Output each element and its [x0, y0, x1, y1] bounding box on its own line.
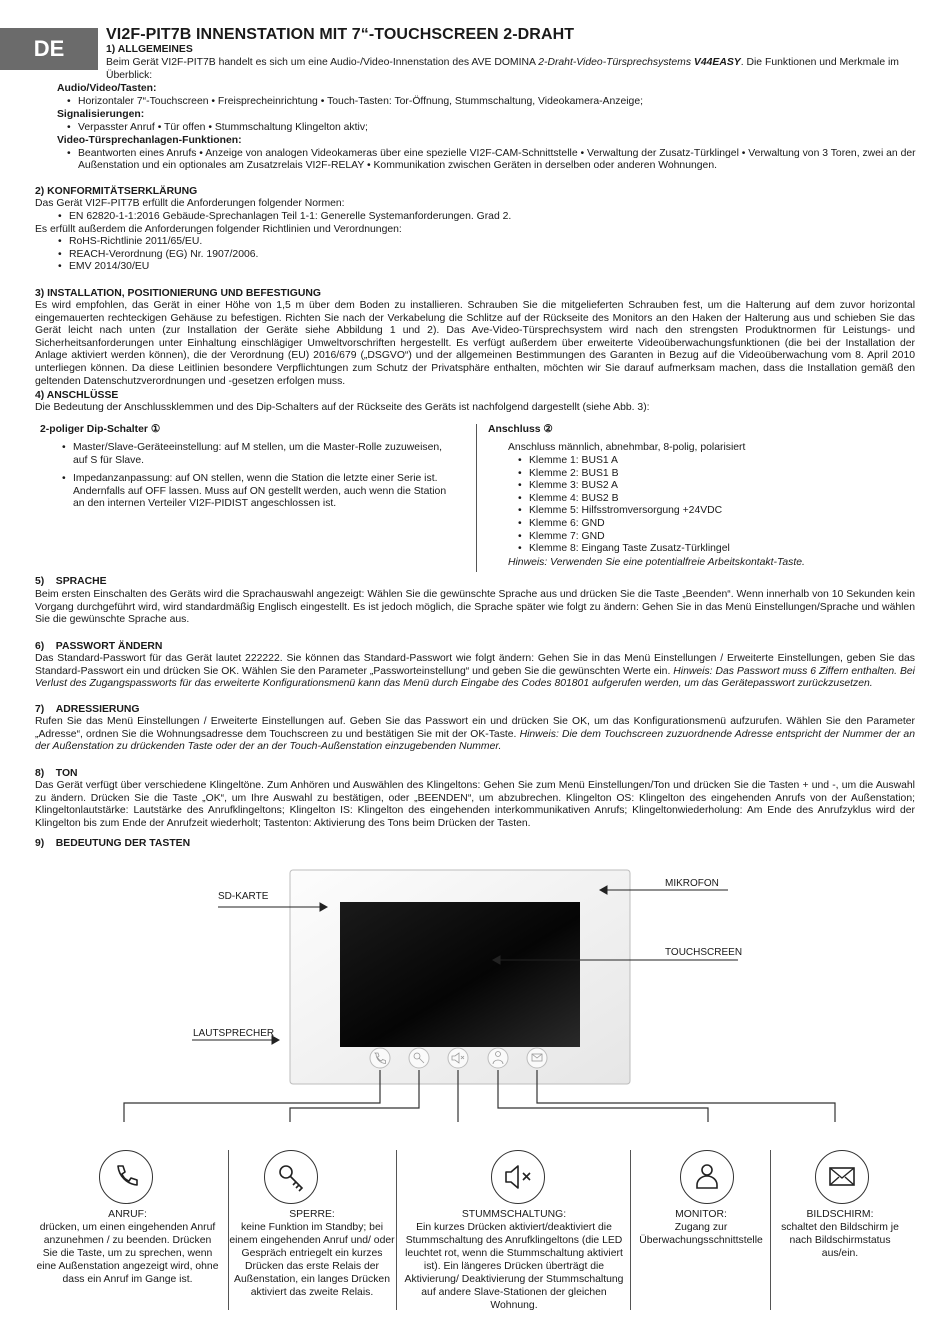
section-1-heading: 1) ALLGEMEINES [106, 44, 193, 55]
label-mikrofon: MIKROFON [665, 878, 719, 889]
document-title: VI2F-PIT7B INNENSTATION MIT 7“-TOUCHSCREEN 2-DRAHT [106, 26, 575, 43]
list-item: • Klemme 2: BUS1 B [515, 468, 915, 481]
list-item: • Klemme 8: Eingang Taste Zusatz-Türklingel [515, 543, 915, 556]
connector-line: Anschluss männlich, abnehmbar, 8-polig, polarisiert [508, 442, 746, 453]
connector-pin-list [515, 455, 915, 556]
list-item: • RoHS-Richtlinie 2011/65/EU. [55, 236, 915, 249]
section-5-text: Beim ersten Einschalten des Geräts wird die Sprachauswahl angezeigt: Wählen Sie die gewünschte Sprache aus und drücken Sie die Taste „Beenden“. Wenn innerhalb von 10 Sekunden kein Vorgang durchgeführt wird, wird standardmäßig Englisch eingestellt. Es ist jedoch möglich, die Sprache später wie folgt zu ändern: Gehen Sie in das Menü Einstellungen/Sprache und wählen Sie die gewünschte Sprache aus. [35, 589, 915, 626]
section-2-line-2: Es erfüllt außerdem die Anforderungen folgender Richtlinien und Verordnungen: [35, 224, 402, 235]
dip-switch-list [59, 442, 459, 511]
list-item: • Klemme 6: GND [515, 518, 915, 531]
section-3-text: Es wird empfohlen, das Gerät in einer Höhe von 1,5 m über dem Boden zu installieren. Schrauben Sie die mitgelieferten Schrauben fest, um die Halterung auf dem zuvor horizontal eingemauerten rechteckigen Gehäuse zu befestigen. Richten Sie nach der Verkabelung die Schlitze auf der Rückseite des Monitors an den Haken der Halterung aus und schieben Sie das Gerät leicht nach unten (zur Installation der Geräte siehe Abbildung 1 und 2). Das Ave-Video-Türsprechsystem wird nach den strengsten Produktnormen für Leistungs- und Sicherheitsanforderungen unter Einhaltung einschlägiger Umweltvorschriften hergestellt. Es verfügt außerdem über erweiterte Videoüberwachungsfunktionen (die bei der Installation der Anlage aktiviert werden können), die der Verordnung (EU) 2016/679 („DSGVO“) und der allgemeinen Bestimmungen des Garanten in Bezug auf die Videoüberwachung vom 8. April 2010 unterliegen können. Da diese Leitlinien besondere Verpflichtungen zum Schutz der Privatsphäre enthalten, möchten wir Sie darauf aufmerksam machen, dass die Installation gemäß den geltenden Datenschutzverordnungen und -gesetzen erfolgen muss. [35, 300, 915, 387]
list-item: • REACH-Verordnung (EG) Nr. 1907/2006. [55, 249, 915, 262]
device-diagram [0, 860, 950, 1160]
section-1-intro: Beim Gerät VI2F-PIT7B handelt es sich um eine Audio-/Video-Innenstation des AVE DOMINA 2-Draht-Video-Türsprechsystems V44EASY. Die Funktionen und Merkmale im Überblick: [106, 57, 899, 81]
label-touchscreen: TOUCHSCREEN [665, 947, 743, 958]
list-item: • Impedanzanpassung: auf ON stellen, wenn die Station die letzte einer Serie ist. Andernfalls auf OFF lassen. Muss auf ON gestellt werden, auch wenn die Station an den internen Verteiler VI2F-PIDIST angeschlossen ist. [59, 473, 459, 511]
section-9-heading: 9) BEDEUTUNG DER TASTEN [35, 838, 191, 849]
list-item: • Horizontaler 7“-Touchscreen • Freisprecheinrichtung • Touch-Tasten: Tor-Öffnung, Stummschaltung, Videokamera-Anzeige; [64, 96, 924, 109]
table-divider [770, 1150, 771, 1310]
table-divider [630, 1150, 631, 1310]
mute-button-circle [448, 1048, 468, 1068]
section-7-heading: 7) ADRESSIERUNG [35, 704, 140, 715]
section-4-text: Die Bedeutung der Anschlussklemmen und des Dip-Schalters auf der Rückseite des Geräts ist nachfolgend dargestellt (siehe Abb. 3): [35, 402, 650, 413]
section-3-heading: 3) INSTALLATION, POSITIONIERUNG UND BEFESTIGUNG [35, 288, 321, 299]
list-item: • Master/Slave-Geräteeinstellung: auf M stellen, um die Master-Rolle zuzuweisen, auf S für Slave. [59, 442, 459, 467]
section-8-heading: 8) TON [35, 768, 78, 779]
section-5-heading: 5) SPRACHE [35, 576, 107, 587]
section-2-list-1 [55, 211, 915, 224]
list-item: • EN 62820-1-1:2016 Gebäude-Sprechanlagen Teil 1-1: Generelle Systemanforderungen. Grad 2. [55, 211, 915, 224]
video-functions-list [64, 148, 924, 161]
section-6-text: Das Standard-Passwort für das Gerät lautet 222222. Sie können das Standard-Passwort wie folgt ändern: Gehen Sie in das Menü Einstellungen / Erweiterte Einstellungen, geben Sie das Standard-Passwort ein und drücken Sie OK. Wählen Sie den Parameter „Passworteinstellung“ und geben Sie die gewünschten Werte ein. Hinweis: Das Passwort muss 6 Ziffern enthalten. Bei Verlust des Zugangspassworts für das erweiterte Konfigurationsmenü kann das Menü durch Eingabe des Codes 801801 aufgerufen werden, um das Gerätepasswort zurückzusetzen. [35, 653, 915, 690]
key-description-call: ANRUF: drücken, um einen eingehenden Anruf anzunehmen / zu beenden. Drücken Sie die Taste, um zu sprechen, wenn eine Außenstation angezeigt wird, ohne dass ein Anruf im Gange ist. [36, 1209, 219, 1285]
list-item: • Verpasster Anruf • Tür offen • Stummschaltung Klingelton aktiv; [64, 122, 924, 135]
section-6-heading: 6) PASSWORT ÄNDERN [35, 641, 163, 652]
list-item: • Klemme 7: GND [515, 531, 915, 544]
device-screen [340, 902, 580, 1047]
call-button-circle [370, 1048, 390, 1068]
section-4-heading: 4) ANSCHLÜSSE [35, 390, 119, 401]
section-8-text: Das Gerät verfügt über verschiedene Klingeltöne. Zum Anhören und Auswählen des Klingeltons: Gehen Sie zum Menü Einstellungen/Ton und drücken Sie die Tasten + und -, um die Auswahl zu ändern. Drücken Sie die Taste „OK“, um Ihre Auswahl zu bestätigen, oder „BEENDEN“, um abzubrechen. Klingelton OS: Klingelton des eingehenden Anrufs von der Außenstation; Klingeltonlautstärke: Lautstärke des Anrufklingeltons; Klingelton IS: Klingelton des eingehenden interkommunikativen Anrufs; Klingeltonwiederholung: Am Ende des Anrufzyklus wird der Klingelton bis zum Ende der Anrufzeit wiederholt; Tastenton: Aktivierung des Tons beim Drücken der Tasten. [35, 780, 915, 829]
list-item: • Beantworten eines Anrufs • Anzeige von analogen Videokameras über eine spezielle VI2F-CAM-Schnittstelle • Verwaltung der Zusatz-Türklingel • Verwaltung von 3 Toren, zwei an der [64, 148, 924, 161]
list-item: • Klemme 1: BUS1 A [515, 455, 915, 468]
list-item: • EMV 2014/30/EU [55, 261, 915, 274]
audio-video-list [64, 96, 924, 109]
section-2-heading: 2) KONFORMITÄTSERKLÄRUNG [35, 186, 198, 197]
key-icon [264, 1150, 318, 1204]
dip-switch-heading: 2-poliger Dip-Schalter ① [40, 424, 161, 435]
key-description-mute: STUMMSCHALTUNG: Ein kurzes Drücken aktiviert/deaktiviert die Stummschaltung des Anrufklingeltons (die LED leuchtet rot, wenn die Stummschaltung aktiviert ist). Ein längeres Drücken überträgt die Aktivierung/ Deaktivierung der Stummschaltung auf andere Slave-Stationen der gleichen Wohnung. [404, 1209, 624, 1311]
monitor-button-circle [488, 1048, 508, 1068]
language-tab: DE [0, 28, 98, 70]
list-item: • Klemme 4: BUS2 B [515, 493, 915, 506]
video-functions-heading: Video-Türsprechanlagen-Funktionen: [57, 135, 242, 146]
list-item: • Klemme 3: BUS2 A [515, 480, 915, 493]
list-item: • Klemme 5: Hilfsstromversorgung +24VDC [515, 505, 915, 518]
audio-video-heading: Audio/Video/Tasten: [57, 83, 157, 94]
label-sd-karte: SD-KARTE [218, 891, 269, 902]
key-description-lock: SPERRE: keine Funktion im Standby; bei einem eingehenden Anruf und/ oder Gespräch entriegelt ein kurzes Drücken das erste Relais der Außenstation, ein langes Drücken aktiviert das zweite Relais. [229, 1209, 395, 1298]
section-2-list-2 [55, 236, 915, 274]
column-divider [476, 424, 477, 572]
phone-icon [99, 1150, 153, 1204]
video-functions-cont: Außenstation und ein optionales am Zusatzrelais VI2F-RELAY • Kommunikation zwischen Geräten in derselben oder anderen Wohnungen. [78, 160, 717, 171]
connector-heading: Anschluss ② [488, 424, 553, 435]
mute-icon [491, 1150, 545, 1204]
section-2-line: Das Gerät VI2F-PIT7B erfüllt die Anforderungen folgender Normen: [35, 198, 345, 209]
label-lautsprecher: LAUTSPRECHER [193, 1028, 275, 1039]
key-description-screen: BILDSCHIRM: schaltet den Bildschirm je nach Bildschirmstatus aus/ein. [781, 1209, 899, 1259]
section-7-text: Rufen Sie das Menü Einstellungen / Erweiterte Einstellungen auf. Geben Sie das Passwort ein und drücken Sie OK, um das Konfigurationsmenü aufzurufen. Wählen Sie den Parameter „Adresse“, ordnen Sie die Wohnungsadresse dem Touchscreen zu und bestätigen Sie mit der OK-Taste. Hinweis: Die dem Touchscreen zuzuordnende Adresse entspricht der Nummer der an der Außenstation zu drückenden Taste oder der an der Touch-Außenstation einzugebenden Nummer. [35, 716, 915, 753]
signal-heading: Signalisierungen: [57, 109, 145, 120]
monitor-person-icon [680, 1150, 734, 1204]
envelope-icon [815, 1150, 869, 1204]
connector-hint: Hinweis: Verwenden Sie eine potentialfreie Arbeitskontakt-Taste. [508, 557, 805, 568]
signal-list [64, 122, 924, 135]
key-description-monitor: MONITOR: Zugang zur Überwachungsschnittstelle [639, 1209, 763, 1246]
